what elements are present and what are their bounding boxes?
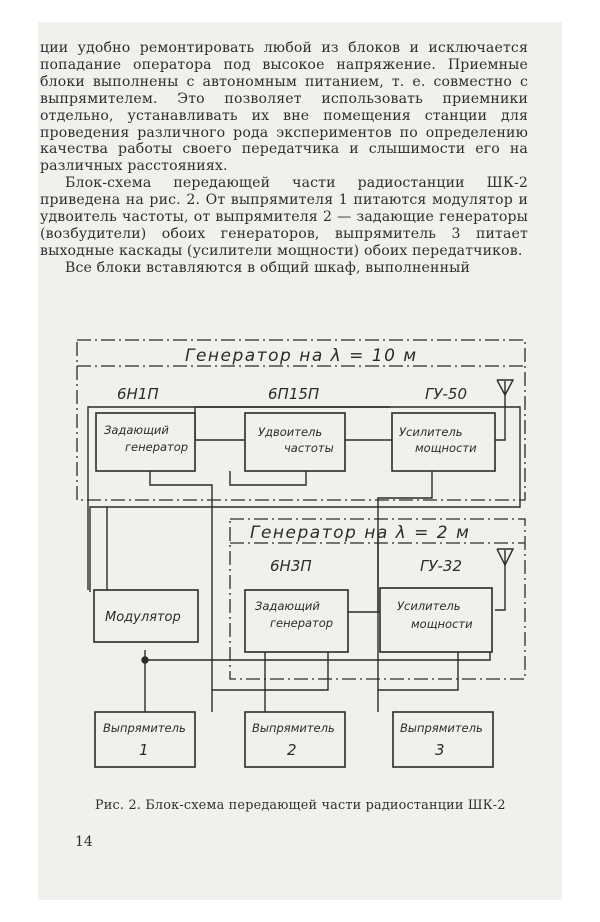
rectifier-3-label: Выпрямитель — [400, 721, 483, 735]
paragraph-3: Все блоки вставляются в общий шкаф, выполненный — [65, 259, 471, 276]
power-amplifier-2-label-2: мощности — [411, 617, 473, 631]
rectifier-1-number: 1 — [139, 741, 149, 759]
tube-label-gu32: ГУ-32 — [420, 557, 462, 575]
generator-10m-title: Генератор на λ = 10 м — [185, 346, 418, 366]
page-number: 14 — [75, 834, 93, 850]
junction-dot — [142, 657, 148, 663]
master-oscillator-1-label-2: генератор — [125, 440, 189, 454]
rectifier-2-number: 2 — [287, 741, 297, 759]
tube-label-6n1p: 6Н1П — [117, 385, 159, 403]
rectifier-1-label: Выпрямитель — [103, 721, 186, 735]
master-oscillator-2-label-1: Задающий — [255, 599, 320, 613]
tube-label-gu50: ГУ-50 — [425, 385, 467, 403]
tube-label-6p15p: 6П15П — [268, 385, 320, 403]
power-amplifier-1-label-1: Усилитель — [399, 425, 463, 439]
modulator-label: Модулятор — [105, 610, 181, 625]
antenna-10m-icon — [497, 380, 513, 395]
frequency-doubler-label-2: частоты — [284, 441, 334, 455]
master-oscillator-2-label-2: генератор — [270, 616, 334, 630]
power-amplifier-2-label-1: Усилитель — [397, 599, 461, 613]
antenna-2m-icon — [497, 549, 513, 565]
power-amplifier-1-label-2: мощности — [415, 441, 477, 455]
paragraph-2: Блок-схема передающей части радиостанции ШК-2 приведена на рис. 2. От выпрямителя 1 питаются модулятор и удвоитель частоты, от выпрямителя 2 — задающие генераторы (возбудители) обоих генераторов, выпрямитель 3 питает выходные каскады (усилители мощности) обоих передатчиков. — [40, 175, 528, 259]
tube-label-6n3p: 6Н3П — [270, 557, 312, 575]
paragraph-1: ции удобно ремонтировать любой из блоков и исключается попадание оператора под высокое напряжение. Приемные блоки выполнены с автономным питанием, т. е. совместно с выпрямителем. Это позволяет использовать приемники отдельно, устанавливать их вне помещения станции для проведения различного рода экспериментов по определению качества работы своего передатчика и слышимости его на различных расстояниях. — [40, 40, 528, 175]
rectifier-2-label: Выпрямитель — [252, 721, 335, 735]
rectifier-3-number: 3 — [435, 741, 445, 759]
figure-caption: Рис. 2. Блок-схема передающей части радиостанции ШК-2 — [95, 798, 506, 813]
frequency-doubler-label-1: Удвоитель — [258, 425, 323, 439]
generator-2m-title: Генератор на λ = 2 м — [250, 523, 471, 543]
master-oscillator-1-label-1: Задающий — [104, 423, 169, 437]
